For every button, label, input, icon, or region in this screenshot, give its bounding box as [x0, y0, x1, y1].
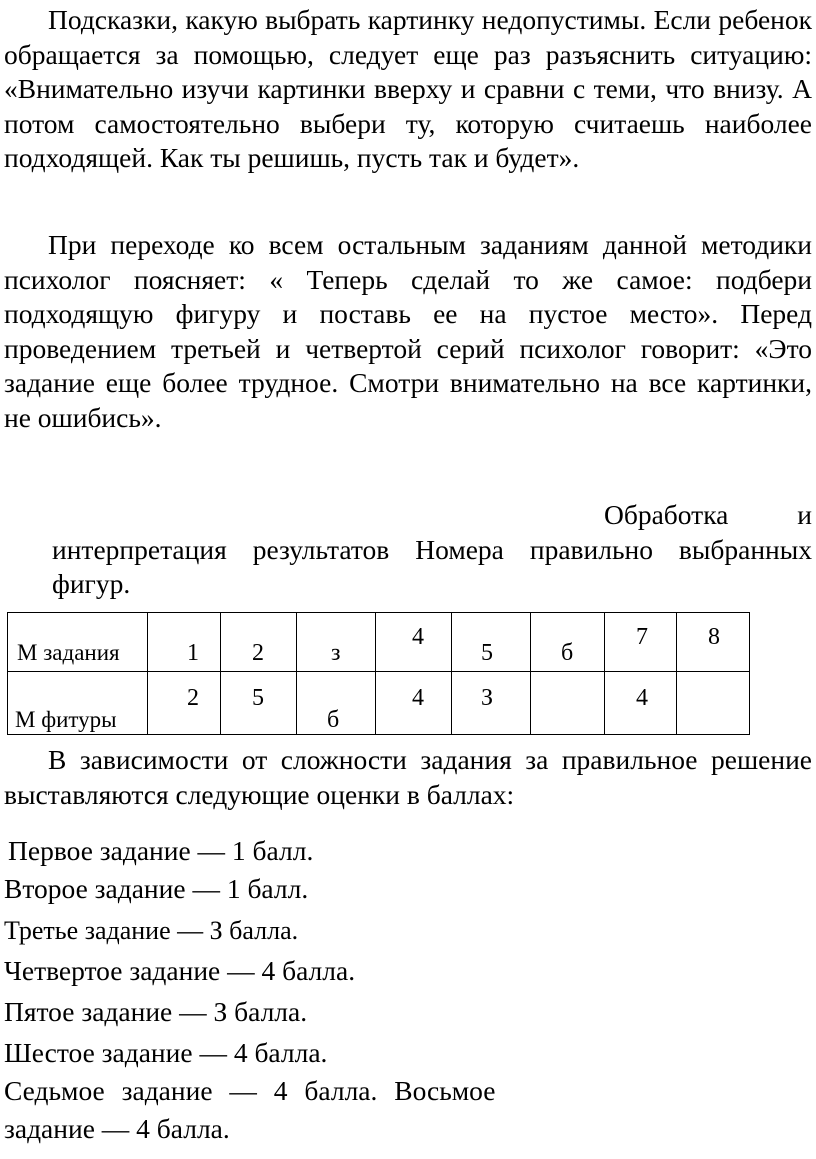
table-cell: 5 — [221, 672, 297, 735]
score-line: Пятое задание — З балла. — [4, 996, 308, 1027]
score-line: задание — 4 балла. — [4, 1113, 230, 1144]
paragraph-processing-heading: Обработка и интерпретация результатов Номера правильно выбранных фигур. — [52, 499, 812, 600]
table-cell-header: М фитуры — [8, 672, 148, 735]
score-line: Шестое задание — 4 балла. — [4, 1037, 328, 1068]
score-line: Первое задание — 1 балл. — [8, 835, 314, 866]
table-cell: б — [297, 672, 376, 735]
results-table — [7, 612, 750, 735]
paragraph-instructions: При переходе ко всем остальным заданиям данной методики психолог поясняет: « Теперь сделай то же самое: подбери подходящую фигуру и поставь ее на пустое место». Перед проведением третьей и четвертой серий психолог говорит: «Это задание еще более трудное. Смотри внимательно на все картинки, не ошибись». — [4, 229, 812, 433]
table-cell: З — [452, 672, 531, 735]
table-cell: б — [531, 613, 605, 672]
table-cell: 4 — [605, 672, 677, 735]
score-line: Седьмое задание — 4 балла. Восьмое — [4, 1075, 496, 1106]
table-cell: 1 — [148, 613, 221, 672]
table-cell: 4 — [376, 672, 452, 735]
table-cell: 2 — [221, 613, 297, 672]
table-cell — [531, 672, 605, 735]
paragraph-scoring-intro: В зависимости от сложности задания за правильное решение выставляются следующие оценки в баллах: — [4, 744, 812, 810]
score-line: Четвертое задание — 4 балла. — [4, 955, 356, 986]
table-row-figure-numbers — [8, 672, 750, 735]
table-cell: 7 — [605, 613, 677, 672]
score-line: Второе задание — 1 балл. — [4, 873, 309, 904]
table-cell: з — [297, 613, 376, 672]
score-line: Третье задание — З балла. — [4, 916, 299, 945]
table-cell — [677, 672, 750, 735]
table-cell: 4 — [376, 613, 452, 672]
table-cell: 2 — [148, 672, 221, 735]
table-cell: 8 — [677, 613, 750, 672]
paragraph-hints: Подсказки, какую выбрать картинку недопустимы. Если ребенок обращается за помощью, следует еще раз разъяснить ситуацию: «Внимательно изучи картинки вверху и сравни с теми, что внизу. А потом самостоятельно выбери ту, которую считаешь наиболее подходящей. Как ты решишь, пусть так и будет». — [4, 4, 812, 174]
table-cell: 5 — [452, 613, 531, 672]
table-cell-header: М задания — [8, 613, 148, 672]
table-row-task-numbers — [8, 613, 750, 672]
